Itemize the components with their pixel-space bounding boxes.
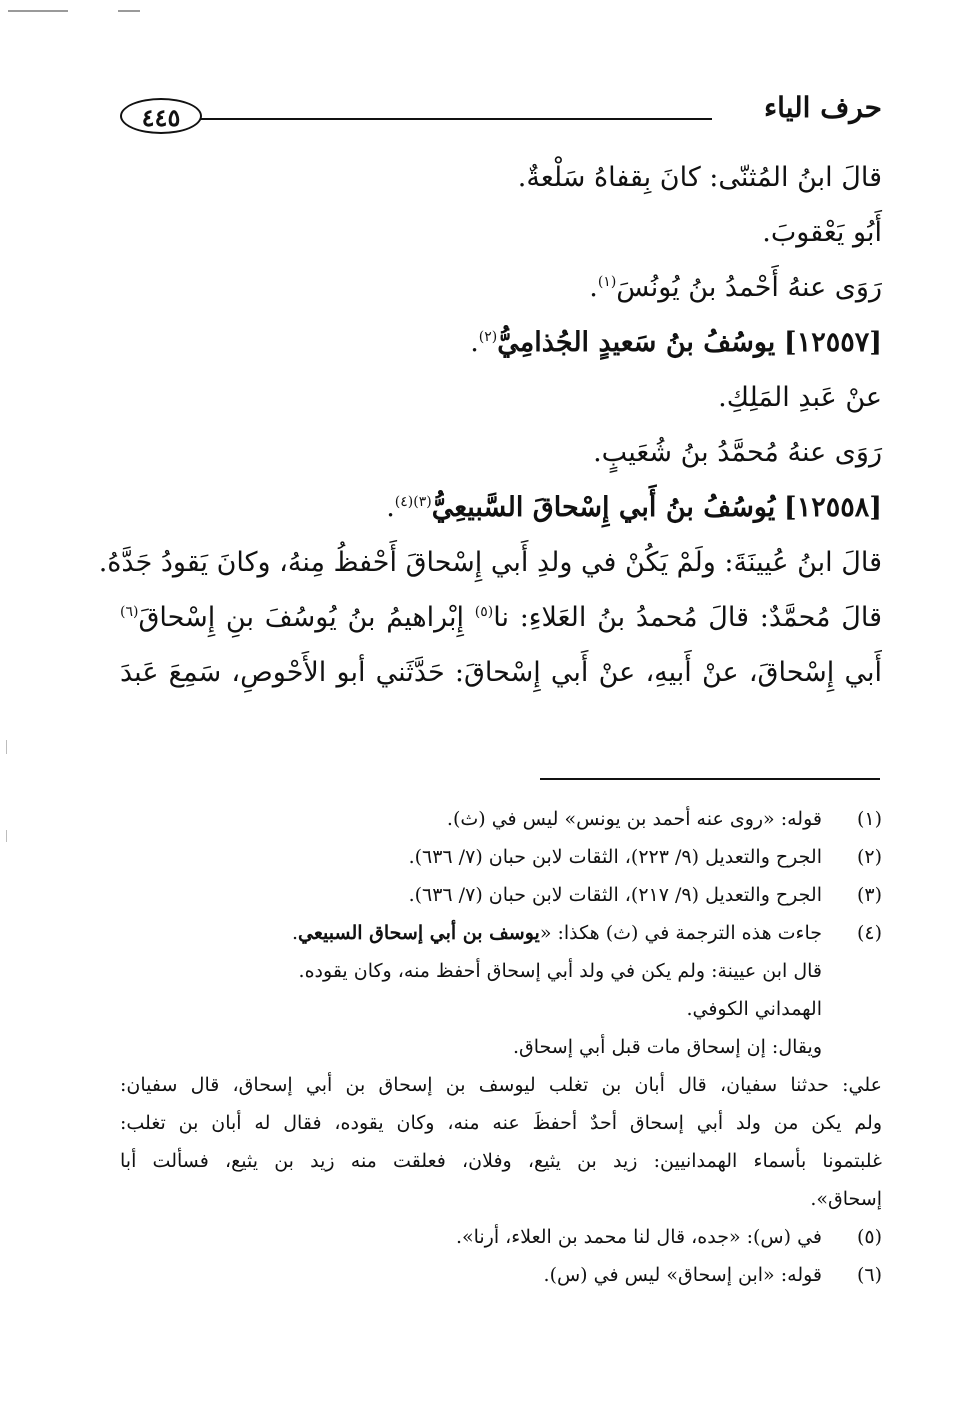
scan-edge-mark (118, 10, 140, 12)
footnote-item (120, 800, 882, 838)
main-text (98, 150, 882, 700)
line-text: رَوَى عنهُ أَحْمدُ بنُ يُونُسَ (616, 272, 882, 303)
footnote-ref[interactable]: (١) (597, 274, 617, 290)
text-line: أَبُو يَعْقوبَ. (762, 217, 882, 248)
entry-heading (120, 315, 882, 370)
footnote-text: قوله: «ابن إسحاق» ليس في (س). (543, 1264, 822, 1286)
footnote-ref[interactable]: (٣)(٤) (394, 494, 432, 510)
footnote-marker: (٤) (856, 922, 882, 944)
footnote-continuation: إسحاق». (810, 1188, 882, 1210)
text-line: قالَ ابنُ المُثنّى: كانَ بِقفاهُ سَلْعةٌ. (517, 162, 882, 193)
header-rule (200, 118, 712, 120)
footnote-marker: (٢) (856, 846, 882, 868)
footnote-item (120, 1218, 882, 1256)
footnote-ref[interactable]: (٥) (474, 604, 494, 620)
footnote-marker: (١) (856, 808, 882, 830)
line-end: . (386, 492, 395, 523)
footnote-ref[interactable]: (٢) (478, 329, 498, 345)
footnote-item (120, 914, 882, 952)
footnote-continuation: ويقال: إن إسحاق مات قبل أبي إسحاق. (512, 1036, 822, 1058)
line-end: . (589, 272, 598, 303)
entry-number: [١٢٥٥٨] (783, 492, 882, 523)
footnote-marker: (٦) (856, 1264, 882, 1286)
entry-heading (120, 480, 882, 535)
entry-name: يُوسُفُ بنُ أَبي إِسْحاقَ السَّبيعِيُّ (431, 492, 776, 523)
book-page (98, 88, 882, 1286)
scan-edge-mark (8, 10, 68, 12)
footnote-bold-name: يوسف بن أبي إسحاق السبيعي (298, 922, 540, 944)
text-line (120, 590, 882, 645)
footnote-separator (540, 778, 880, 780)
footnote-ref[interactable]: (٦) (120, 604, 139, 620)
line-end: . (470, 327, 479, 358)
footnote-item (120, 1256, 882, 1294)
footnote-item (120, 838, 882, 876)
entry-name: يوسُفُ بنُ سَعيدٍ الجُذامِيُّ (497, 327, 776, 358)
line-text: قالَ مُحمَّدٌ: قالَ مُحمدُ بنُ العَلاءِ: نا (493, 602, 882, 633)
footnote-text-part: . (291, 922, 299, 944)
footnote-text-part: جاءت هذه الترجمة في (ث) هكذا: « (539, 922, 822, 944)
page-number: ٤٤٥ (120, 98, 202, 134)
text-line (120, 260, 882, 315)
footnote-text (120, 914, 822, 952)
footnote-continuation: علي: حدثنا سفيان، قال أبان بن تغلب ليوسف بن إسحاق بن أبي إسحاق، قال سفيان: (120, 1074, 882, 1096)
chapter-title: حرف الياء (764, 91, 882, 124)
footnote-text: الجرح والتعديل (٩/ ٢٢٣)، الثقات لابن حبان (٧/ ٦٣٦). (408, 846, 822, 868)
line-text: إِبْراهيمُ بنُ يُوسُفَ بنِ إِسْحاقَ (138, 602, 475, 633)
scan-edge-tick (6, 740, 7, 754)
text-line: عنْ عَبدِ المَلِكِ. (718, 382, 882, 413)
footnote-marker: (٣) (856, 884, 882, 906)
footnote-continuation: ولم يكن من ولد أبي إسحاق أحدٌ أحفظَ عنه منه، وكان يقوده، فقال له أبان بن تغلب: (120, 1112, 882, 1134)
running-header (120, 88, 882, 148)
text-line: قالَ ابنُ عُيينَةَ: ولَمْ يَكُنْ في ولدِ أَبي إِسْحاقَ أَحْفظُ مِنهُ، وكانَ يَقودُ جَدَّهُ. (98, 547, 882, 578)
scan-edge-tick (6, 830, 7, 842)
footnote-item (120, 876, 882, 914)
footnote-text: قوله: «روى عنه أحمد بن يونس» ليس في (ث). (446, 808, 822, 830)
footnote-marker: (٥) (856, 1226, 882, 1248)
footnotes (120, 800, 882, 1294)
entry-number: [١٢٥٥٧] (783, 327, 882, 358)
text-line: رَوَى عنهُ مُحمَّدُ بنُ شُعَيبٍ. (593, 437, 882, 468)
footnote-continuation: غلبتمونا بأسماء الهمدانيين: زيد بن يثيع، وفلان، فعلقت منه زيد بن يثيع، فسألت أبا (120, 1150, 882, 1172)
text-line: أَبي إِسْحاقَ، عنْ أَبيهِ، عنْ أَبي إِسْحاقَ: حَدَّثَني أبو الأَحْوصِ، سَمِعَ عَبدَ (120, 657, 882, 688)
footnote-text: في (س): «جده، قال لنا محمد بن العلاء، أرنا». (455, 1226, 822, 1248)
footnote-continuation: قال ابن عيينة: ولم يكن في ولد أبي إسحاق أحفظ منه، وكان يقوده. (298, 960, 822, 982)
footnote-text: الجرح والتعديل (٩/ ٢١٧)، الثقات لابن حبان (٧/ ٦٣٦). (408, 884, 822, 906)
footnote-continuation: الهمداني الكوفي. (686, 998, 822, 1020)
